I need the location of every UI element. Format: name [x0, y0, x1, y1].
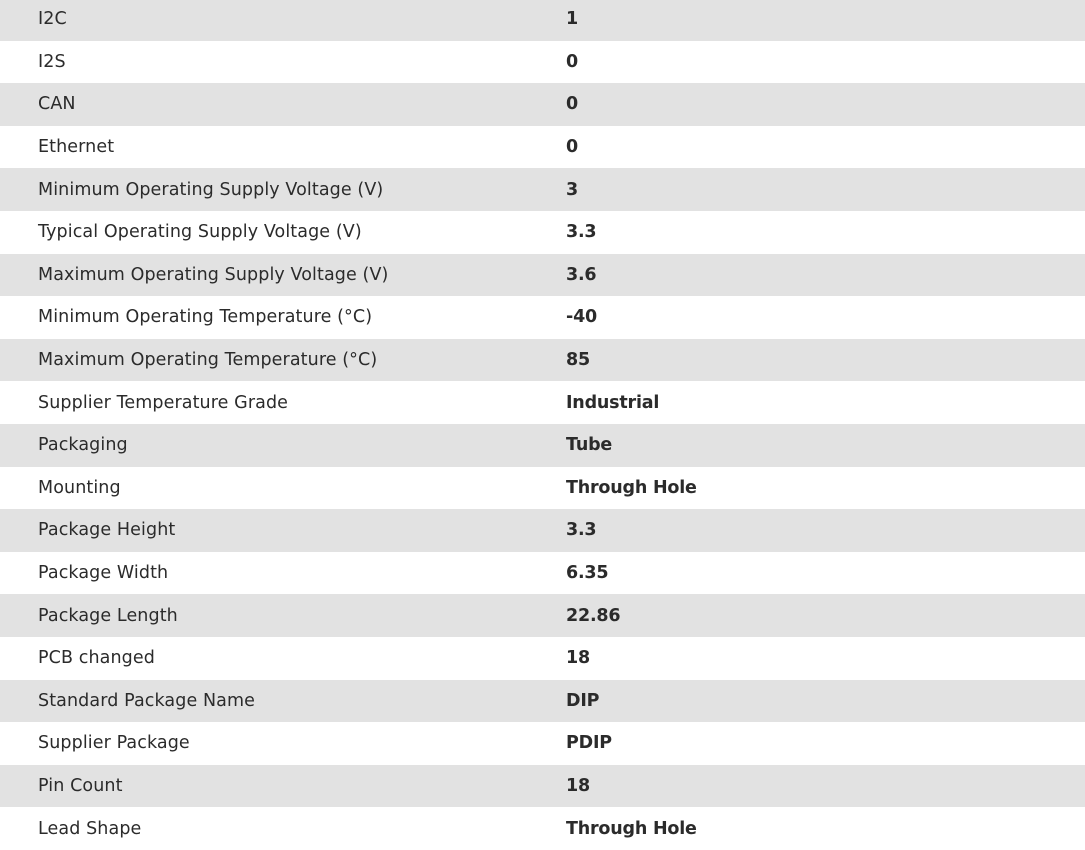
spec-value: 18 — [566, 765, 1085, 808]
spec-value: DIP — [566, 680, 1085, 723]
spec-name: Minimum Operating Supply Voltage (V) — [0, 168, 566, 211]
spec-value: 85 — [566, 339, 1085, 382]
spec-value: 3.6 — [566, 254, 1085, 297]
spec-row-pin-count — [0, 765, 1085, 808]
spec-row-ethernet — [0, 126, 1085, 169]
spec-row-pcb-changed — [0, 637, 1085, 680]
spec-name: Maximum Operating Temperature (°C) — [0, 339, 566, 382]
spec-row-temperature-grade — [0, 381, 1085, 424]
spec-row-max-temperature — [0, 339, 1085, 382]
spec-value: Tube — [566, 424, 1085, 467]
spec-row-i2s — [0, 41, 1085, 84]
spec-name: Supplier Temperature Grade — [0, 381, 566, 424]
spec-name: Ethernet — [0, 126, 566, 169]
spec-name: Package Length — [0, 594, 566, 637]
spec-row-package-length — [0, 594, 1085, 637]
spec-value: 0 — [566, 41, 1085, 84]
spec-name: Package Width — [0, 552, 566, 595]
spec-name: I2C — [0, 0, 566, 41]
spec-value: 22.86 — [566, 594, 1085, 637]
spec-row-min-temperature — [0, 296, 1085, 339]
spec-name: Package Height — [0, 509, 566, 552]
spec-name: Lead Shape — [0, 807, 566, 850]
spec-name: Typical Operating Supply Voltage (V) — [0, 211, 566, 254]
spec-name: Pin Count — [0, 765, 566, 808]
spec-value: 3 — [566, 168, 1085, 211]
spec-value: Industrial — [566, 381, 1085, 424]
spec-name: I2S — [0, 41, 566, 84]
spec-name: Packaging — [0, 424, 566, 467]
spec-row-can — [0, 83, 1085, 126]
spec-value: -40 — [566, 296, 1085, 339]
spec-row-mounting — [0, 467, 1085, 510]
spec-row-standard-package-name — [0, 680, 1085, 723]
spec-row-packaging — [0, 424, 1085, 467]
spec-value: Through Hole — [566, 807, 1085, 850]
spec-row-i2c — [0, 0, 1085, 41]
spec-value: 6.35 — [566, 552, 1085, 595]
spec-name: Mounting — [0, 467, 566, 510]
spec-value: 3.3 — [566, 211, 1085, 254]
spec-row-lead-shape — [0, 807, 1085, 850]
spec-name: CAN — [0, 83, 566, 126]
spec-name: Supplier Package — [0, 722, 566, 765]
spec-value: 1 — [566, 0, 1085, 41]
spec-row-max-supply-voltage — [0, 254, 1085, 297]
spec-value: 3.3 — [566, 509, 1085, 552]
spec-row-package-height — [0, 509, 1085, 552]
spec-value: PDIP — [566, 722, 1085, 765]
spec-row-supplier-package — [0, 722, 1085, 765]
spec-row-package-width — [0, 552, 1085, 595]
spec-value: 0 — [566, 126, 1085, 169]
spec-value: 0 — [566, 83, 1085, 126]
spec-row-typ-supply-voltage — [0, 211, 1085, 254]
spec-value: 18 — [566, 637, 1085, 680]
spec-name: Minimum Operating Temperature (°C) — [0, 296, 566, 339]
spec-name: PCB changed — [0, 637, 566, 680]
spec-value: Through Hole — [566, 467, 1085, 510]
spec-name: Maximum Operating Supply Voltage (V) — [0, 254, 566, 297]
spec-row-min-supply-voltage — [0, 168, 1085, 211]
spec-name: Standard Package Name — [0, 680, 566, 723]
